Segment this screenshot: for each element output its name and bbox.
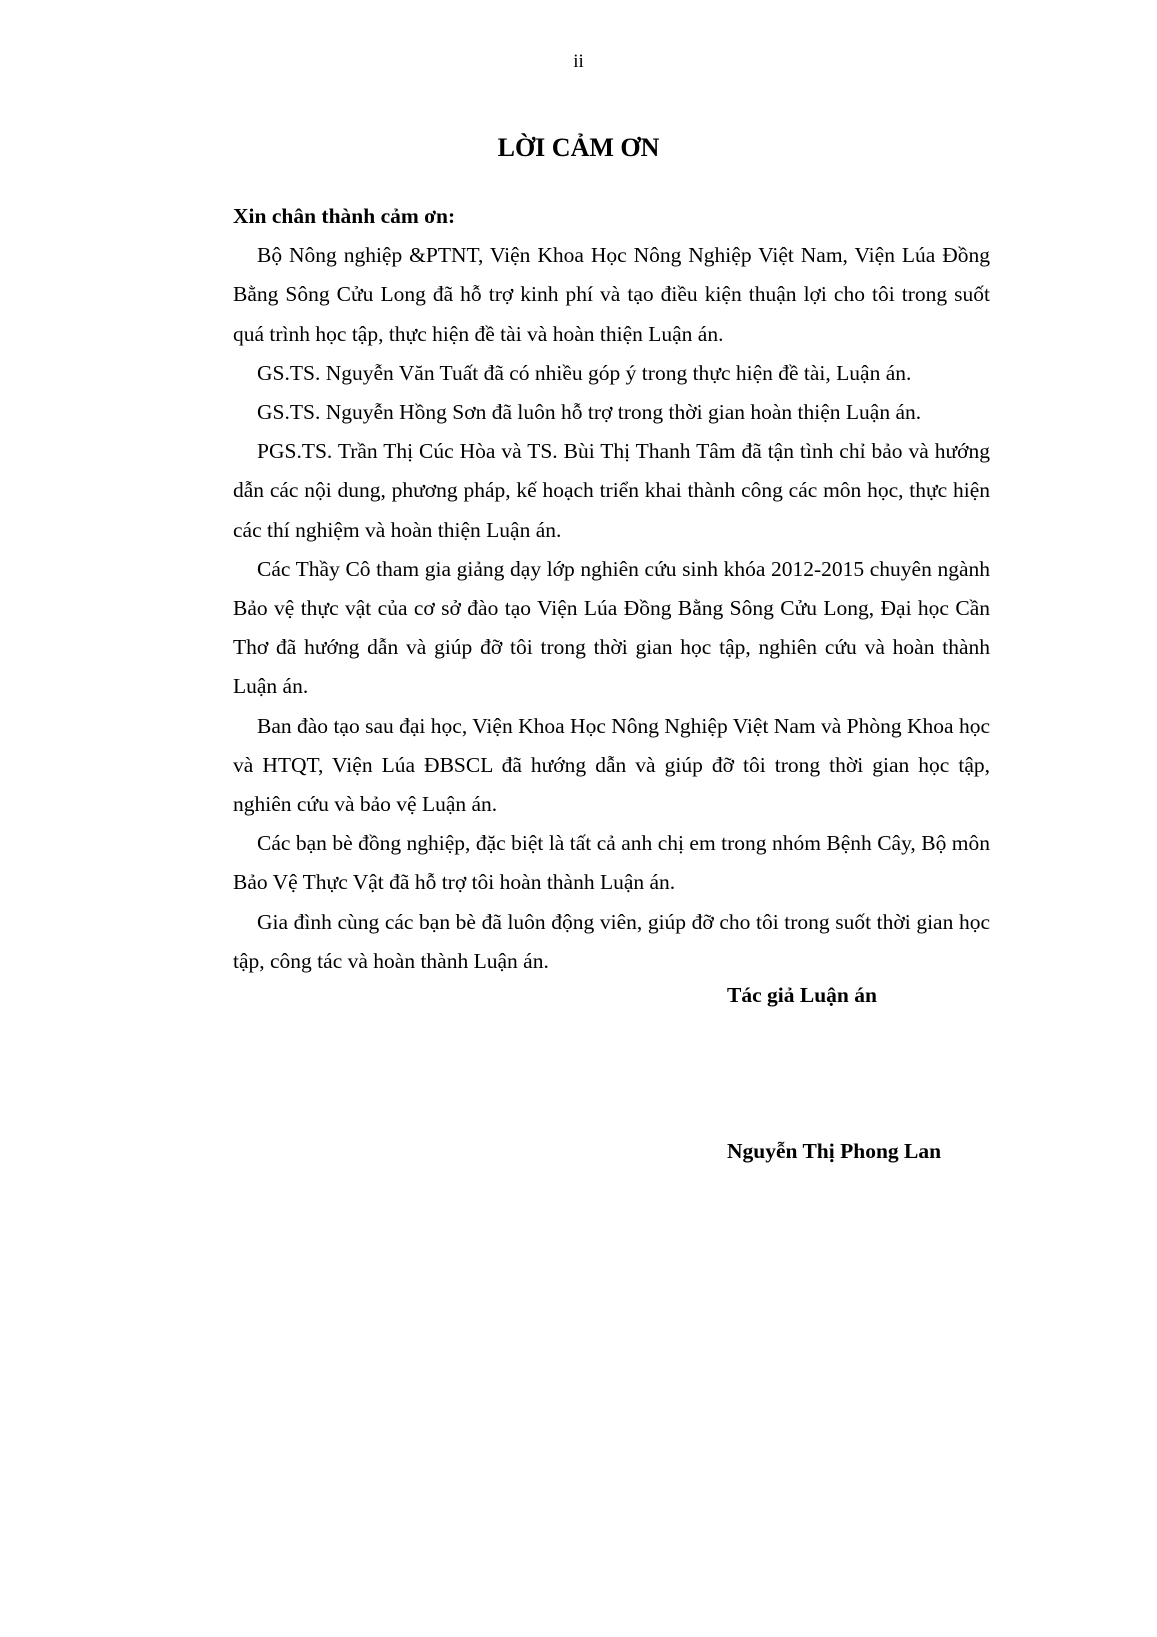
paragraph-teachers: Các Thầy Cô tham gia giảng dạy lớp nghiên cứu sinh khóa 2012-2015 chuyên ngành Bảo vệ thực vật của cơ sở đào tạo Viện Lúa Đồng Bằng Sông Cửu Long, Đại học Cần Thơ đã hướng dẫn và giúp đỡ tôi trong thời gian học tập, nghiên cứu và hoàn thành Luận án. [233, 556, 990, 699]
paragraph-prof-tuat: GS.TS. Nguyễn Văn Tuất đã có nhiều góp ý trong thực hiện đề tài, Luận án. [257, 360, 912, 385]
paragraph-ministry: Bộ Nông nghiệp &PTNT, Viện Khoa Học Nông Nghiệp Việt Nam, Viện Lúa Đồng Bằng Sông Cửu Long đã hỗ trợ kinh phí và tạo điều kiện thuận lợi cho tôi trong suốt quá trình học tập, thực hiện đề tài và hoàn thiện Luận án. [233, 243, 990, 346]
page-title: LỜI CẢM ƠN [497, 133, 660, 162]
paragraph-family: Gia đình cùng các bạn bè đã luôn động viên, giúp đỡ cho tôi trong suốt thời gian học tập, công tác và hoàn thành Luận án. [233, 909, 990, 973]
intro-line: Xin chân thành cảm ơn: [233, 204, 456, 228]
signature-role: Tác giả Luận án [727, 983, 877, 1007]
page-number: ii [573, 51, 584, 72]
signature-name: Nguyễn Thị Phong Lan [727, 1139, 942, 1163]
paragraph-graduate-office: Ban đào tạo sau đại học, Viện Khoa Học Nông Nghiệp Việt Nam và Phòng Khoa học và HTQT, Viện Lúa ĐBSCL đã hướng dẫn và giúp đỡ tôi trong thời gian học tập, nghiên cứu và bảo vệ Luận án. [233, 713, 990, 817]
paragraph-supervisors: PGS.TS. Trần Thị Cúc Hòa và TS. Bùi Thị Thanh Tâm đã tận tình chỉ bảo và hướng dẫn các nội dung, phương pháp, kế hoạch triển khai thành công các môn học, thực hiện các thí nghiệm và hoàn thiện Luận án. [233, 439, 990, 542]
acknowledgement-body [233, 197, 990, 981]
paragraph-colleagues: Các bạn bè đồng nghiệp, đặc biệt là tất cả anh chị em trong nhóm Bệnh Cây, Bộ môn Bảo Vệ Thực Vật đã hỗ trợ tôi hoàn thành Luận án. [233, 831, 990, 895]
paragraph-prof-son: GS.TS. Nguyễn Hồng Sơn đã luôn hỗ trợ trong thời gian hoàn thiện Luận án. [257, 400, 922, 425]
